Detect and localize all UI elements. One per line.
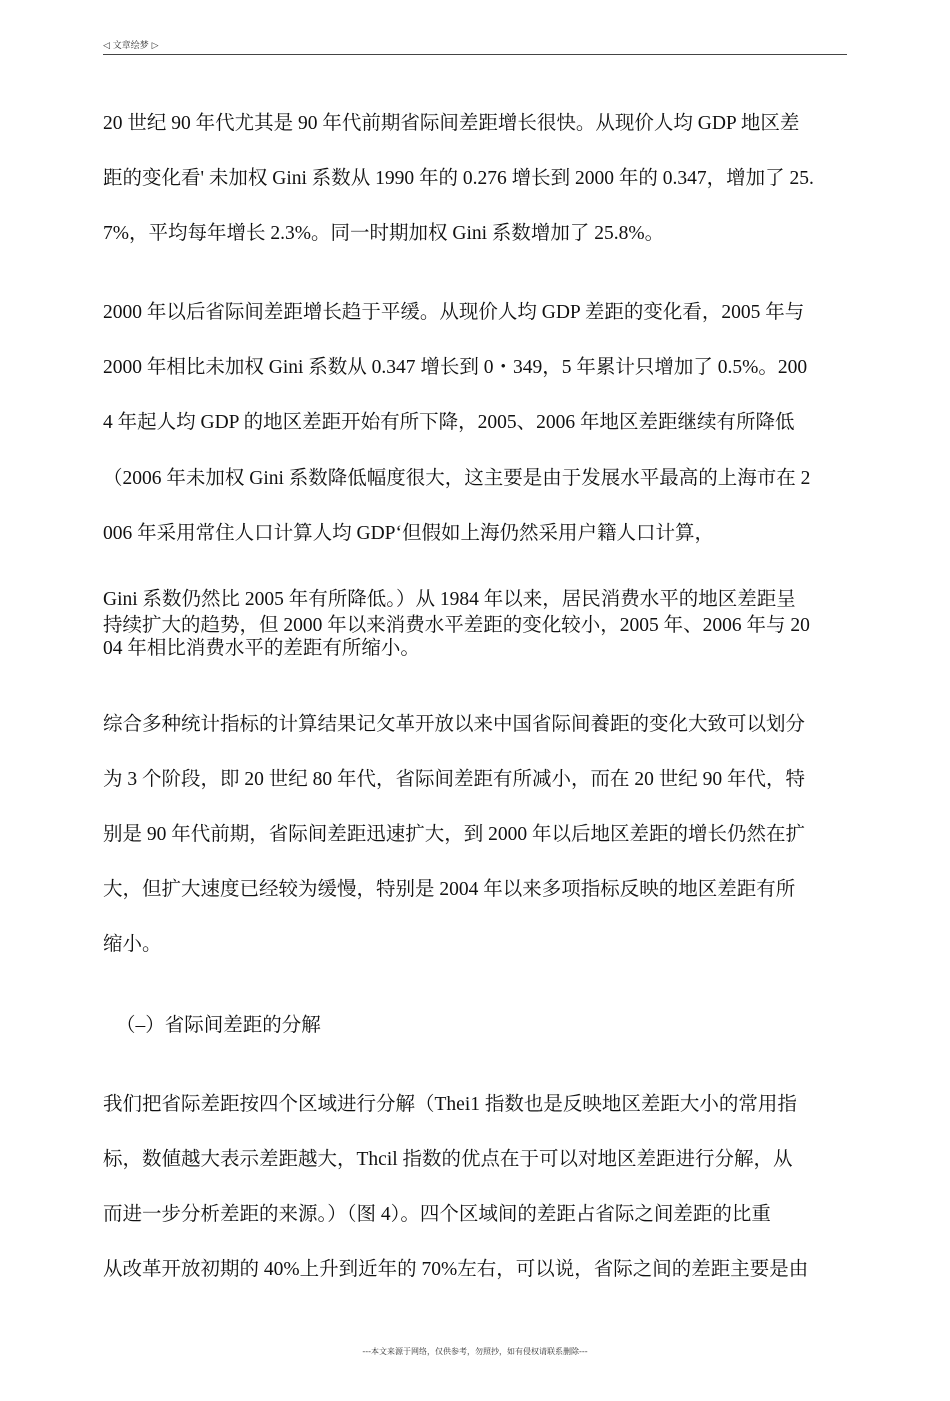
paragraph-5-line-1: 我们把省际差距按四个区域进行分解（Thei1 指数也是反映地区差距大小的常用指 [103, 1094, 797, 1115]
paragraph-2-line-2: 2000 年相比未加权 Gini 系数从 0.347 增长到 0・349，5 年累计只增加了 0.5%。200 [103, 357, 808, 378]
paragraph-2-line-1: 2000 年以后省际间差距增长趋于平缓。从现价人均 GDP 差距的变化看，2005 年与 [103, 302, 805, 323]
paragraph-1-line-1: 20 世纪 90 年代尤其是 90 年代前期省际间差距增长很快。从现价人均 GDP 地区差 [103, 113, 800, 134]
paragraph-5-line-4: 从改革开放初期的 40%上升到近年的 70%左右，可以说，省际之间的差距主要是由 [103, 1259, 809, 1280]
section-heading: （–）省际间差距的分解 [116, 1015, 321, 1036]
paragraph-3-line-1: Gini 系数仍然比 2005 年有所降低。）从 1984 年以来，居民消费水平的地区差距呈 [103, 589, 796, 610]
paragraph-3-line-3: 04 年相比消费水平的差距有所缩小。 [103, 638, 420, 659]
header-divider [103, 54, 847, 55]
paragraph-3-line-2: 持续扩大的趋势，但 2000 年以来消费水平差距的变化较小，2005 年、2006 年与 20 [103, 615, 810, 636]
paragraph-4-line-3: 别是 90 年代前期，省际间差距迅速扩大，到 2000 年以后地区差距的增长仍然在扩 [103, 824, 806, 845]
paragraph-4-line-5: 缩小。 [103, 934, 162, 955]
paragraph-5-line-3: 而进一步分析差距的来源。）（图 4）。四个区域间的差距占省际之间差距的比重 [103, 1204, 771, 1225]
paragraph-2-line-3: 4 年起人均 GDP 的地区差距开始有所下降，2005、2006 年地区差距继续有所降低 [103, 412, 795, 433]
paragraph-5-line-2: 标，数値越大表示差距越大，Thcil 指数的优点在于可以对地区差距进行分解，从 [103, 1149, 793, 1170]
page-header: ◁ 文章绘梦 ▷ [103, 41, 159, 51]
paragraph-1-line-2: 距的变化看' 未加权 Gini 系数从 1990 年的 0.276 增长到 2000 年的 0.347，增加了 25. [103, 168, 814, 189]
page-footer: ---本文来源于网络，仅供参考，勿照抄，如有侵权请联系删除--- [362, 1347, 588, 1356]
paragraph-4-line-2: 为 3 个阶段，即 20 世纪 80 年代，省际间差距有所减小，而在 20 世纪 90 年代，特 [103, 769, 806, 790]
paragraph-4-line-4: 大，但扩大速度已经较为缓慢，特别是 2004 年以来多项指标反映的地区差距有所 [103, 879, 796, 900]
paragraph-2-line-5: 006 年采用常住人口计算人均 GDP‘但假如上海仍然采用户籍人口计算， [103, 523, 715, 544]
paragraph-2-line-4: （2006 年未加权 Gini 系数降低幅度很大，这主要是由于发展水平最高的上海市在 2 [103, 468, 811, 489]
paragraph-4-line-1: 综合多种统计指标的计算结果记攵革开放以来中国省际间養距的变化大致可以划分 [103, 714, 806, 735]
paragraph-1-line-3: 7%，平均每年增长 2.3%。同一时期加权 Gini 系数增加了 25.8%。 [103, 223, 665, 244]
